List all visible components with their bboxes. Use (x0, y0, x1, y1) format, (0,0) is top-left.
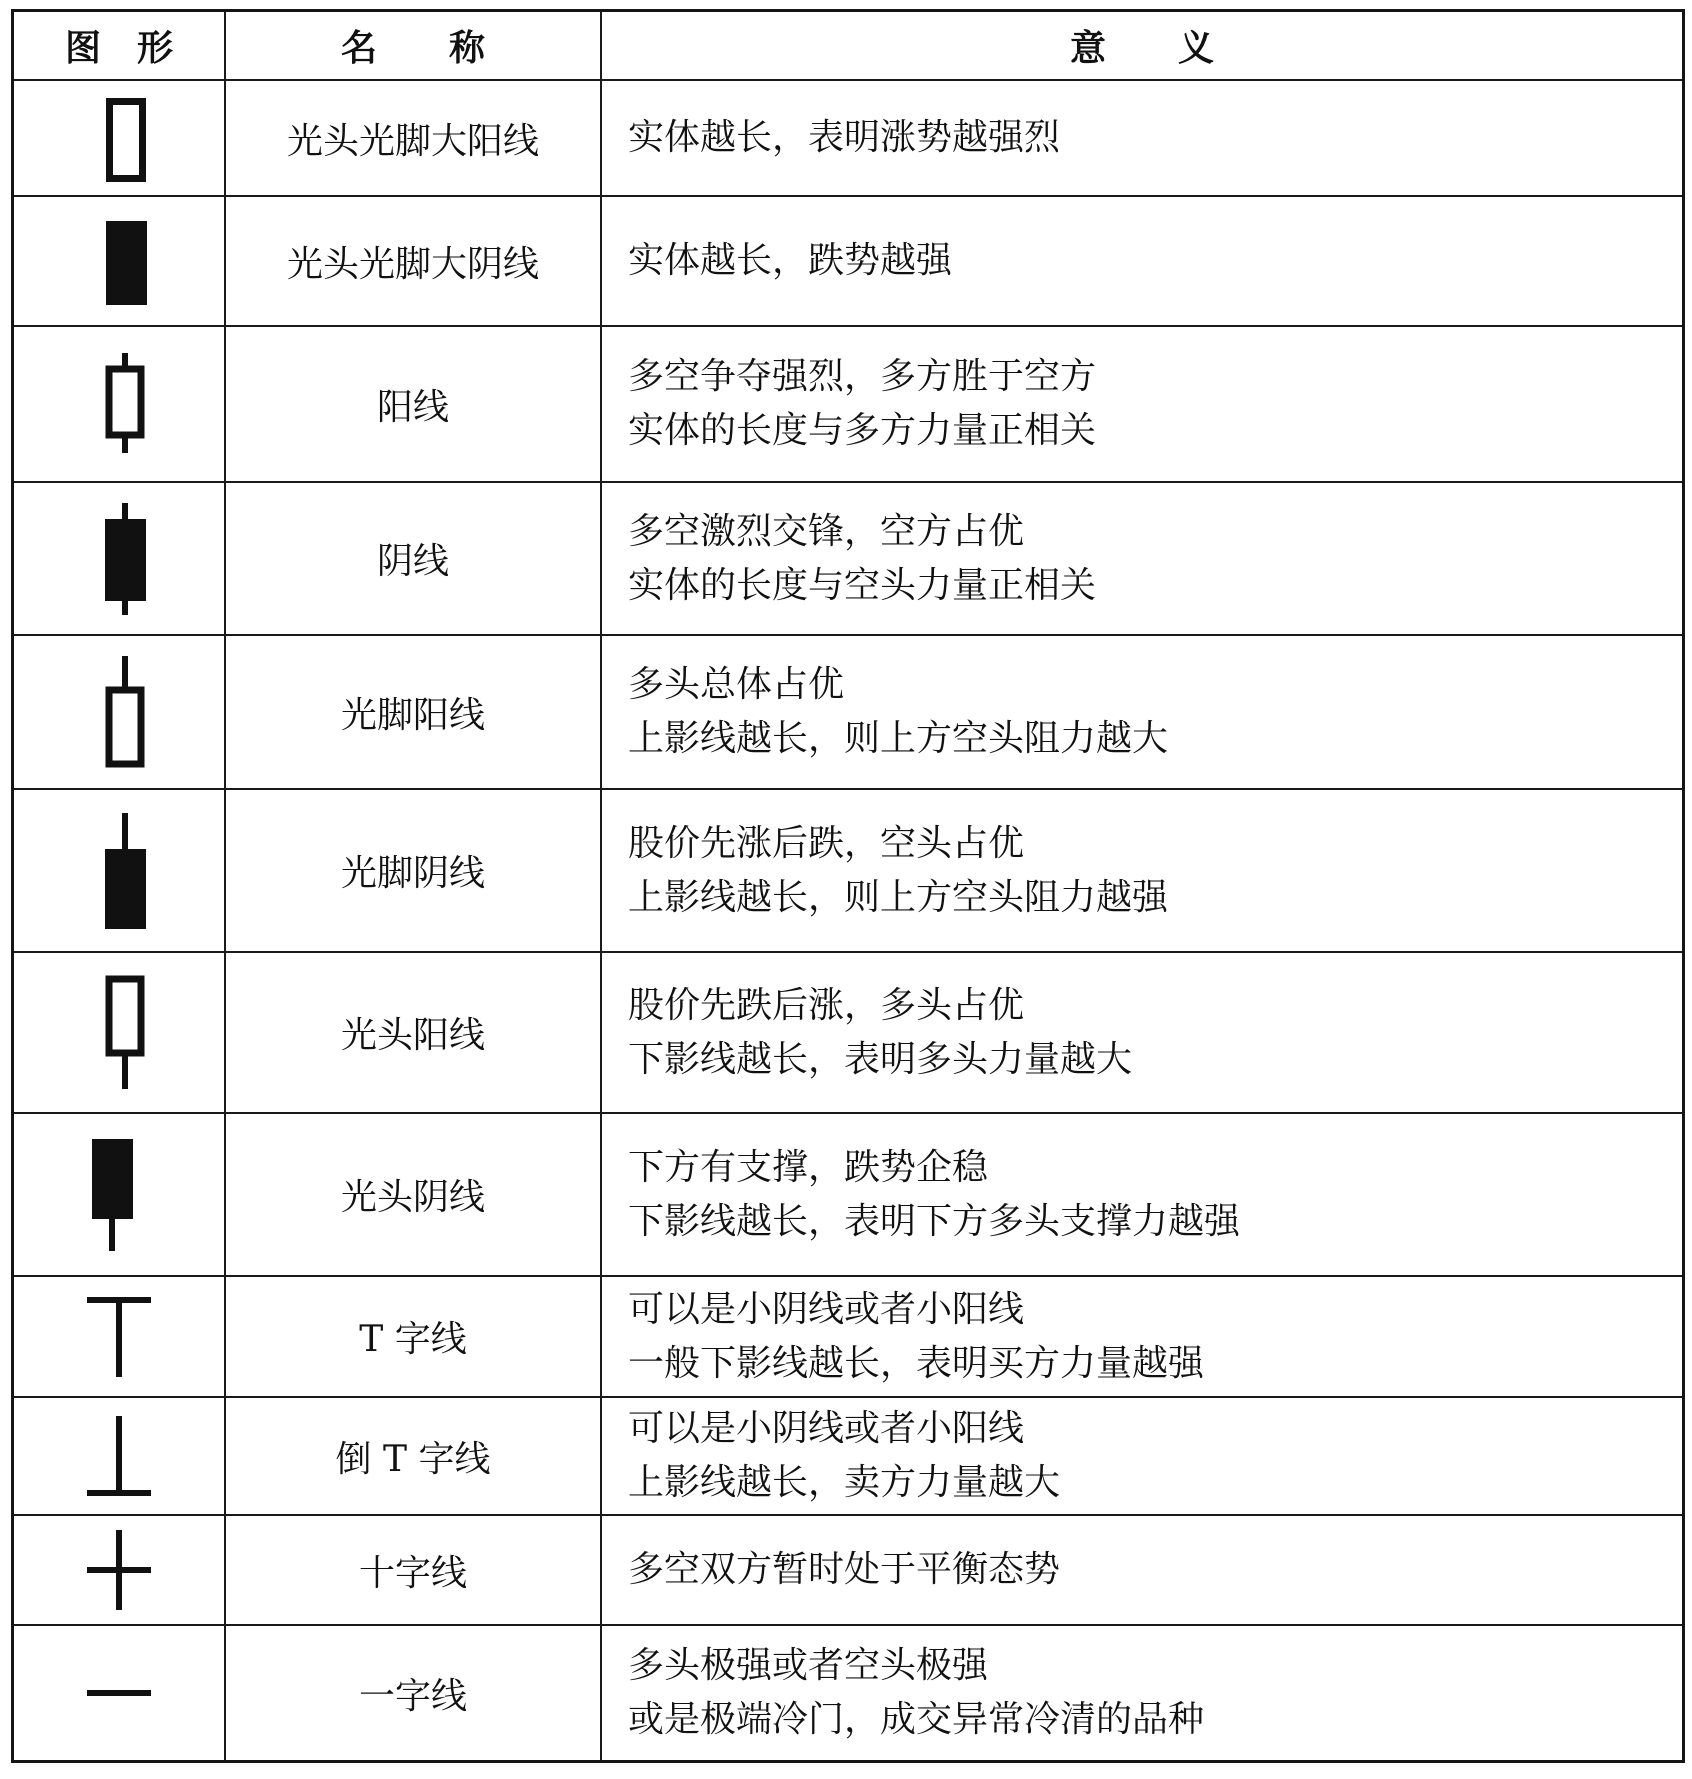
row-name: 光头阳线 (340, 1015, 485, 1056)
table-row (14, 481, 1682, 634)
table-row (14, 1112, 1682, 1275)
table-row (14, 951, 1682, 1112)
table-row (14, 1275, 1682, 1396)
inverted-t-line-icon (84, 1414, 154, 1498)
row-name: 十字线 (358, 1552, 467, 1594)
row-meaning: 实体越长，表明涨势越强烈 (628, 117, 1061, 158)
row-name: 光头光脚大阴线 (286, 243, 539, 285)
row-meaning: 多空双方暂时处于平衡态势 (628, 1549, 1061, 1590)
row-meaning: 下方有支撑，跌势企稳 下影线越长，表明下方多头支撑力越强 (628, 1146, 1241, 1242)
yin-candle-icon (89, 501, 149, 617)
row-meaning: 多头总体占优 上影线越长，则上方空头阻力越大 (628, 664, 1169, 759)
yang-candle-icon (89, 349, 149, 459)
row-name: 光头阴线 (340, 1177, 485, 1218)
row-meaning: 实体越长，跌势越强 (628, 240, 953, 281)
row-name: 光脚阳线 (340, 694, 485, 736)
shaved-head-yang-icon (89, 975, 149, 1091)
row-meaning: 多头极强或者空头极强 或是极端冷门，成交异常冷清的品种 (628, 1645, 1205, 1740)
shaved-head-yin-icon (89, 1137, 149, 1253)
full-yin-candle-icon (89, 211, 149, 311)
shaved-bottom-yin-icon (89, 811, 149, 931)
flat-line-icon (84, 1683, 154, 1703)
row-name: 光脚阴线 (340, 853, 485, 894)
shaved-bottom-yang-icon (89, 654, 149, 770)
candlestick-table (11, 9, 1685, 1763)
full-yang-candle-icon (89, 88, 149, 188)
row-name: 一字线 (358, 1675, 467, 1717)
table-header-row (14, 12, 1682, 79)
table-row (14, 325, 1682, 481)
table-row (14, 1396, 1682, 1514)
row-meaning: 可以是小阴线或者小阳线 上影线越长，卖方力量越大 (628, 1408, 1061, 1503)
table-row (14, 788, 1682, 951)
table-row (14, 195, 1682, 325)
table-row (14, 1624, 1682, 1760)
table-row (14, 79, 1682, 195)
table-row (14, 634, 1682, 788)
row-meaning: 股价先跌后涨，多头占优 下影线越长，表明多头力量越大 (628, 984, 1133, 1080)
row-meaning: 多空争夺强烈，多方胜于空方 实体的长度与多方力量正相关 (628, 356, 1097, 451)
row-name: 倒 T 字线 (335, 1438, 491, 1480)
row-name: 阴线 (376, 541, 449, 582)
row-name: 光头光脚大阳线 (286, 120, 539, 162)
row-name: T 字线 (359, 1319, 467, 1360)
header-meaning: 意 义 (1069, 28, 1214, 69)
cross-line-icon (84, 1528, 154, 1612)
header-shape: 图 形 (64, 28, 173, 69)
header-name: 名 称 (340, 28, 485, 69)
t-line-icon (84, 1295, 154, 1379)
row-meaning: 股价先涨后跌，空头占优 上影线越长，则上方空头阻力越强 (628, 822, 1169, 918)
table-row (14, 1514, 1682, 1624)
row-meaning: 多空激烈交锋，空方占优 实体的长度与空头力量正相关 (628, 510, 1097, 606)
row-meaning: 可以是小阴线或者小阳线 一般下影线越长，表明买方力量越强 (628, 1288, 1205, 1384)
row-name: 阳线 (376, 386, 449, 428)
